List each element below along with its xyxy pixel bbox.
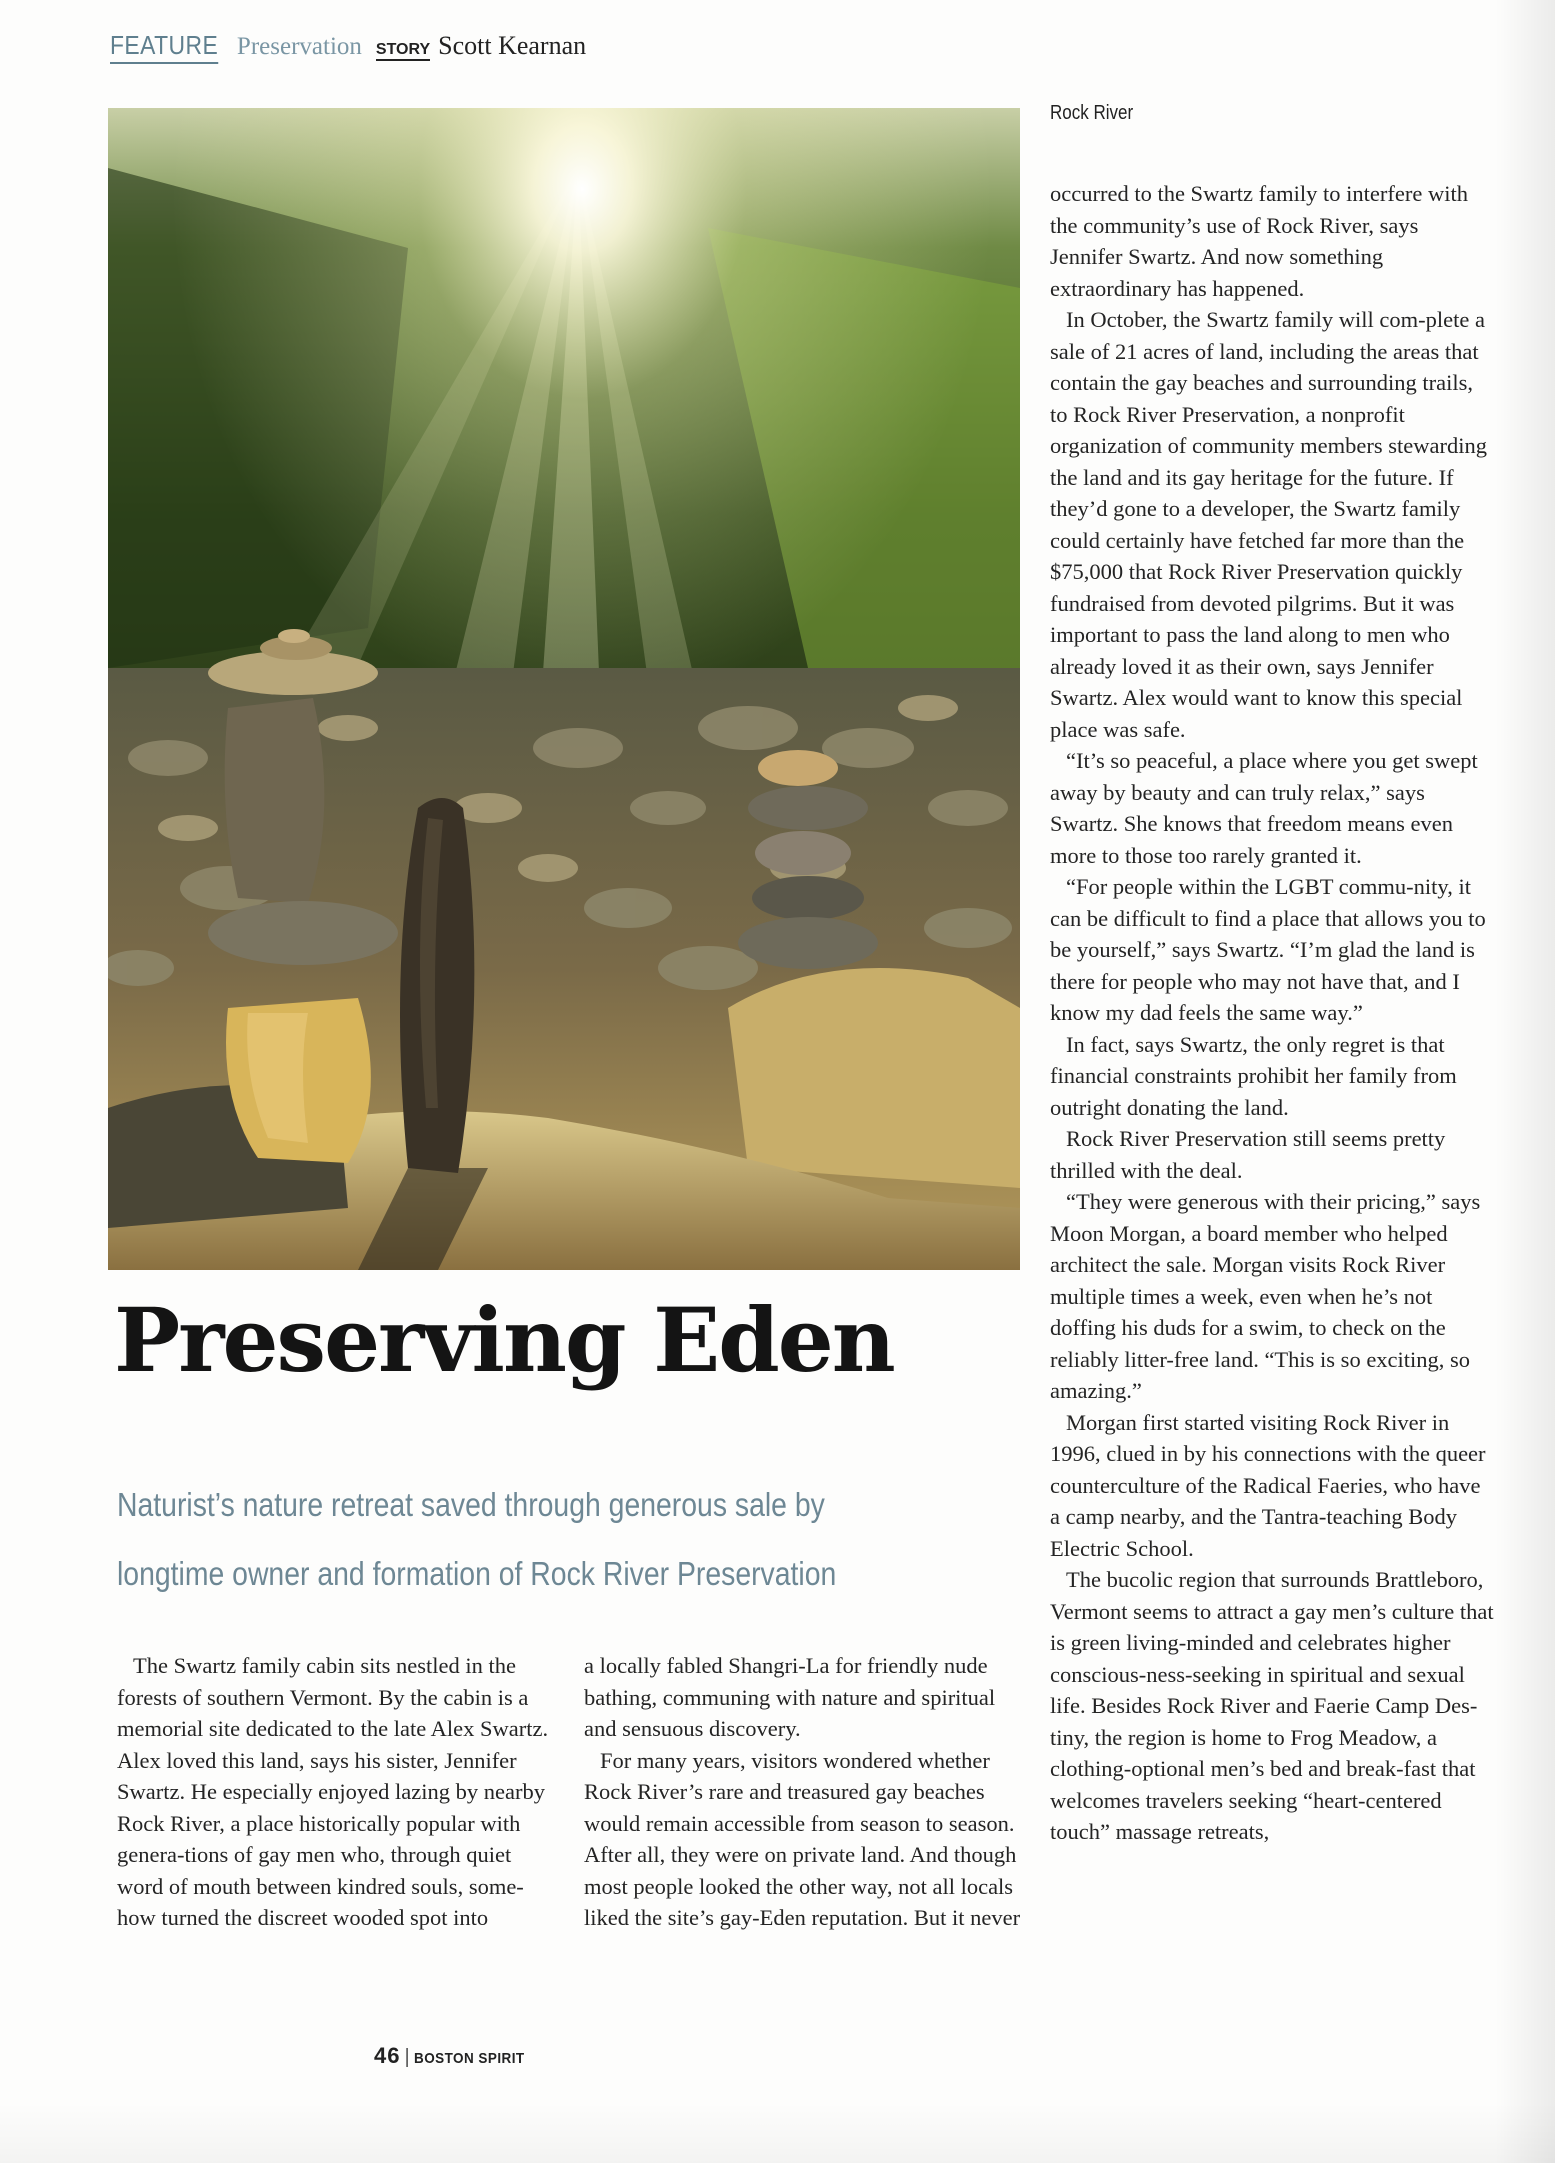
page-shadow-right [1495,0,1555,2163]
body-column-3 [1050,178,1495,1848]
paragraph: “They were generous with their pricing,” says Moon Morgan, a board member who helped architect the sale. Morgan visits Rock River multiple times a week, even when he’s not doffing his duds for a swim, to check on the reliably litter-free land. “This is so exciting, so amazing.” [1050,1189,1481,1403]
paragraph: Morgan first started visiting Rock River in 1996, clued in by his connections with the queer counterculture of the Radical Faeries, who have a camp nearby, and the Tantra-teaching Body Electric School. [1050,1409,1486,1561]
page-folio [374,2043,537,2069]
paragraph: In October, the Swartz family will com-plete a sale of 21 acres of land, including the areas that contain the gay beaches and surrounding trails, to Rock River Preservation, a nonprofit organization of community members stewarding the land and its gay heritage for the future. If they’d gone to a developer, the Swartz family could certainly have fetched far more than the $75,000 that Rock River Preservation quickly fundraised from devoted pilgrims. But it was important to pass the land along to men who already loved it as their own, says Jennifer Swartz. Alex would want to know this special place was safe. [1050,307,1487,742]
paragraph: The bucolic region that surrounds Brattleboro, Vermont seems to attract a gay men’s culture that is green living-minded and celebrates higher conscious-ness-seeking in spiritual and sexual life. Besides Rock River and Faerie Camp Des-tiny, the region is home to Frog Meadow, a clothing-optional men’s bed and break-fast that welcomes travelers seeking “heart-centered touch” massage retreats, [1050,1567,1494,1844]
magazine-name: BOSTON SPIRIT [413,2050,525,2067]
paragraph: “It’s so peaceful, a place where you get swept away by beauty and can truly relax,” says Swartz. She knows that freedom means even more to those too rarely granted it. [1050,748,1478,868]
section-label: FEATURE [110,30,218,64]
body-column-1 [117,1650,557,1934]
body-column-2 [584,1650,1024,1934]
story-label: STORY [376,41,430,61]
folio-separator: | [404,2046,410,2068]
paragraph: In fact, says Swartz, the only regret is that financial constraints prohibit her family from outright donating the land. [1050,1031,1457,1120]
article-subtitle: Naturist’s nature retreat saved through generous sale by longtime owner and formation of Rock River Preservation [117,1486,837,1592]
paragraph: “For people within the LGBT commu-nity, it can be difficult to find a place that allows you to be yourself,” says Swartz. “I’m glad the land is there for people who may not have that, and I know my dad feels the same way.” [1050,874,1486,1025]
page-number: 46 [374,2043,401,2068]
page-header [110,30,586,64]
feature-photo [108,108,1020,1270]
paragraph: For many years, visitors wondered whether Rock River’s rare and treasured gay beaches would remain accessible from season to season. After all, they were on private land. And though most people looked the other way, not all locals liked the site’s gay-Eden reputation. But it never [584,1747,1021,1930]
photo-stacked-stones-river-icon [108,108,1020,1270]
page-shadow-bottom [0,2103,1555,2163]
paragraph: The Swartz family cabin sits nestled in the forests of southern Vermont. By the cabin is a memorial site dedicated to the late Alex Swartz. Alex loved this land, says his sister, Jennifer Swartz. He especially enjoyed lazing by nearby Rock River, a place historically popular with genera-tions of gay men who, through quiet word of mouth between kindred souls, some-how turned the discreet wooded spot into [117,1653,549,1930]
paragraph: occurred to the Swartz family to interfere with the community’s use of Rock River, says Jennifer Swartz. And now something extraordinary has happened. [1050,181,1468,301]
paragraph: a locally fabled Shangri-La for friendly nude bathing, communing with nature and spiritual and sensuous discovery. [584,1653,996,1741]
paragraph: Rock River Preservation still seems pretty thrilled with the deal. [1050,1126,1446,1183]
author-name: Scott Kearnan [438,31,587,60]
article-title: Preserving Eden [114,1288,894,1392]
topic-label: Preservation [236,33,362,60]
photo-caption: Rock River [1050,102,1134,124]
